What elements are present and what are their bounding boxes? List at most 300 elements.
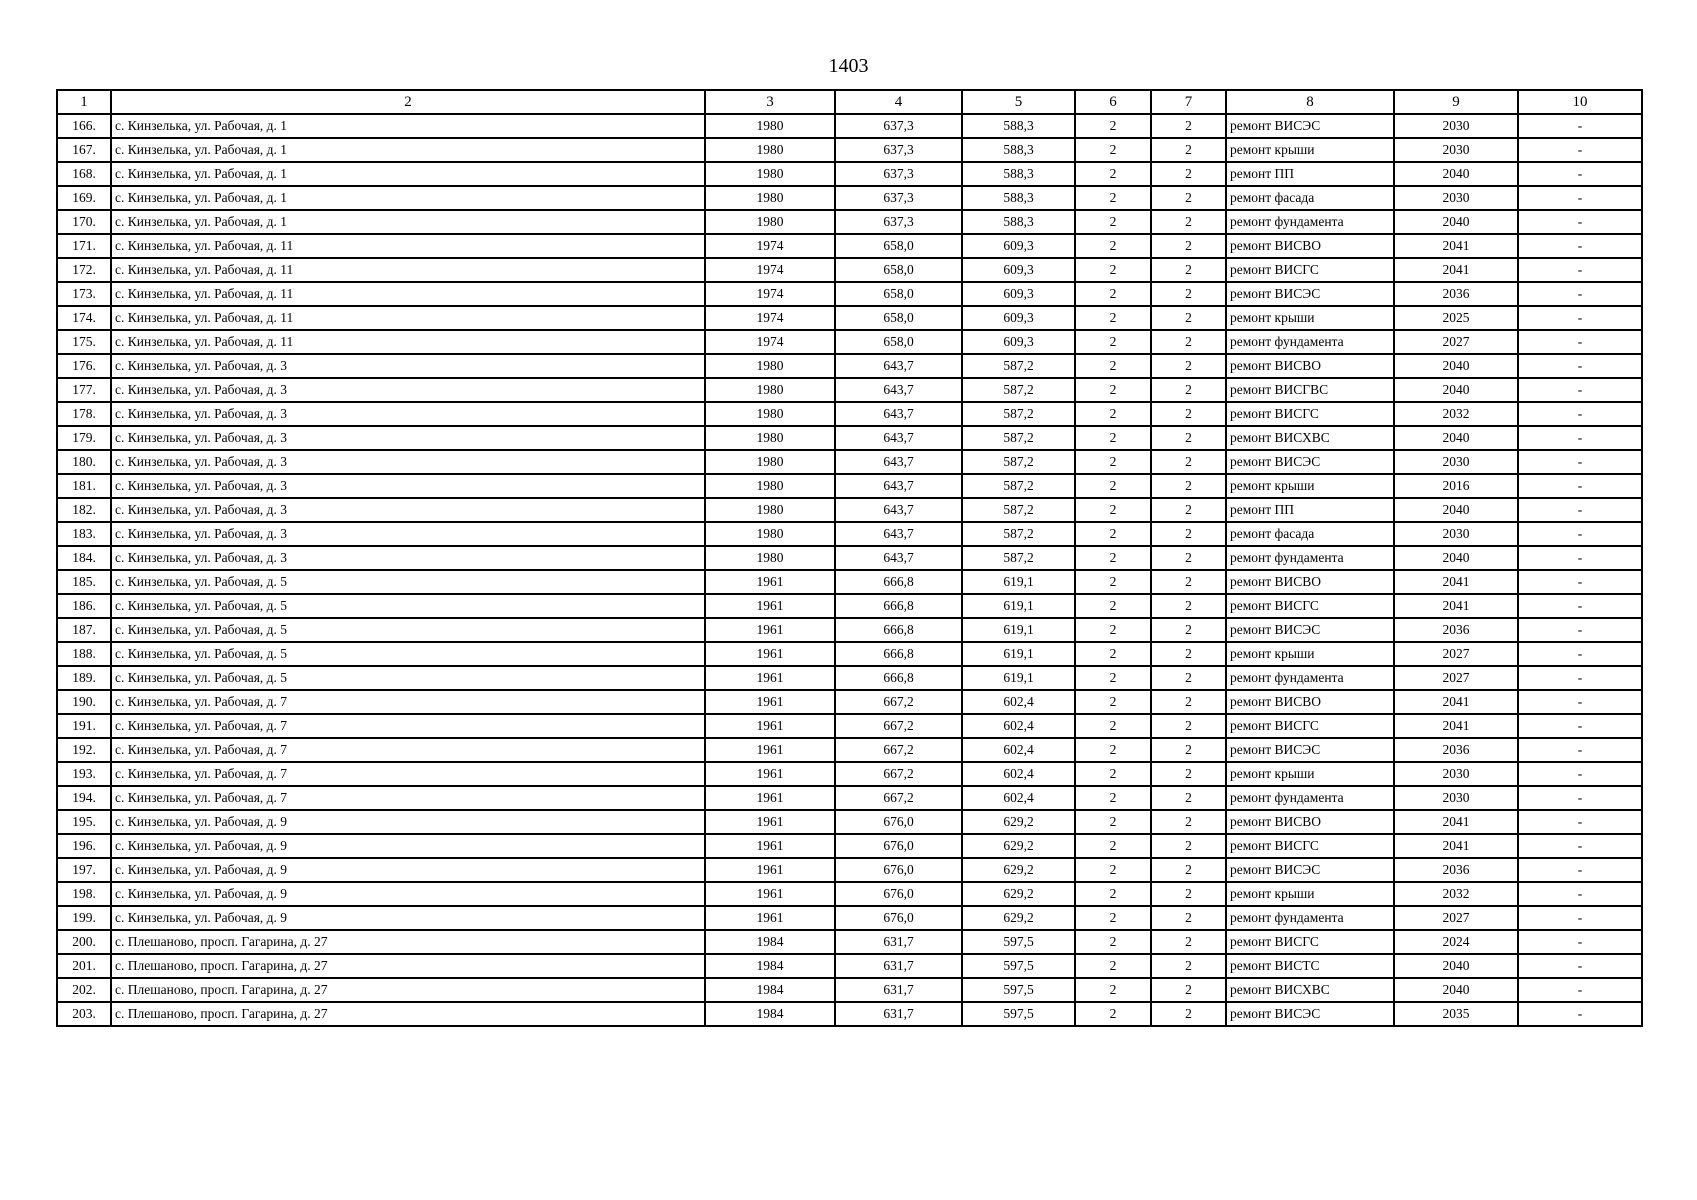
table-cell-col-8: ремонт фундамента: [1226, 210, 1394, 234]
table-cell-col-3: 1974: [705, 330, 835, 354]
table-cell-col-3: 1961: [705, 834, 835, 858]
table-cell-col-1: 185.: [57, 570, 111, 594]
table-row: [57, 186, 1642, 210]
table-cell-col-8: ремонт ВИСЭС: [1226, 738, 1394, 762]
table-cell-col-4: 666,8: [835, 666, 962, 690]
table-cell-col-9: 2041: [1394, 570, 1518, 594]
column-header-1: 1: [57, 90, 111, 114]
table-cell-col-7: 2: [1151, 426, 1226, 450]
table-row: [57, 114, 1642, 138]
table-cell-col-5: 629,2: [962, 882, 1075, 906]
table-cell-col-5: 588,3: [962, 138, 1075, 162]
table-cell-col-3: 1974: [705, 234, 835, 258]
table-cell-col-5: 619,1: [962, 594, 1075, 618]
table-cell-col-5: 609,3: [962, 258, 1075, 282]
table-cell-col-8: ремонт ВИСВО: [1226, 690, 1394, 714]
table-cell-col-5: 619,1: [962, 570, 1075, 594]
table-cell-col-8: ремонт крыши: [1226, 882, 1394, 906]
table-cell-col-9: 2016: [1394, 474, 1518, 498]
table-cell-col-9: 2027: [1394, 642, 1518, 666]
table-cell-col-7: 2: [1151, 954, 1226, 978]
table-cell-col-10: -: [1518, 186, 1642, 210]
table-cell-col-2: с. Плешаново, просп. Гагарина, д. 27: [111, 1002, 705, 1026]
table-cell-col-6: 2: [1075, 570, 1151, 594]
table-row: [57, 306, 1642, 330]
table-cell-col-9: 2030: [1394, 762, 1518, 786]
table-row: [57, 810, 1642, 834]
table-row: [57, 162, 1642, 186]
table-cell-col-8: ремонт ВИСЭС: [1226, 282, 1394, 306]
table-cell-col-8: ремонт ВИСГС: [1226, 258, 1394, 282]
column-header-5: 5: [962, 90, 1075, 114]
table-cell-col-9: 2040: [1394, 210, 1518, 234]
table-cell-col-7: 2: [1151, 186, 1226, 210]
table-cell-col-2: с. Кинзелька, ул. Рабочая, д. 9: [111, 882, 705, 906]
table-cell-col-3: 1980: [705, 450, 835, 474]
table-cell-col-8: ремонт фундамента: [1226, 330, 1394, 354]
table-cell-col-2: с. Кинзелька, ул. Рабочая, д. 7: [111, 762, 705, 786]
table-cell-col-6: 2: [1075, 786, 1151, 810]
table-cell-col-4: 658,0: [835, 306, 962, 330]
table-cell-col-1: 168.: [57, 162, 111, 186]
table-cell-col-9: 2040: [1394, 162, 1518, 186]
table-cell-col-5: 587,2: [962, 354, 1075, 378]
table-cell-col-1: 192.: [57, 738, 111, 762]
table-cell-col-8: ремонт ВИСХВС: [1226, 978, 1394, 1002]
table-cell-col-2: с. Кинзелька, ул. Рабочая, д. 3: [111, 402, 705, 426]
table-cell-col-10: -: [1518, 162, 1642, 186]
table-cell-col-7: 2: [1151, 978, 1226, 1002]
table-cell-col-9: 2030: [1394, 138, 1518, 162]
table-row: [57, 546, 1642, 570]
table-cell-col-7: 2: [1151, 834, 1226, 858]
table-cell-col-5: 629,2: [962, 834, 1075, 858]
table-cell-col-4: 643,7: [835, 546, 962, 570]
table-row: [57, 690, 1642, 714]
table-cell-col-6: 2: [1075, 642, 1151, 666]
table-cell-col-9: 2024: [1394, 930, 1518, 954]
table-cell-col-4: 637,3: [835, 138, 962, 162]
table-cell-col-3: 1961: [705, 570, 835, 594]
table-cell-col-8: ремонт ВИСВО: [1226, 234, 1394, 258]
table-cell-col-1: 180.: [57, 450, 111, 474]
table-cell-col-3: 1961: [705, 858, 835, 882]
column-header-10: 10: [1518, 90, 1642, 114]
table-cell-col-3: 1984: [705, 954, 835, 978]
table-cell-col-5: 597,5: [962, 1002, 1075, 1026]
table-row: [57, 954, 1642, 978]
table-cell-col-3: 1980: [705, 138, 835, 162]
table-cell-col-10: -: [1518, 258, 1642, 282]
table-cell-col-10: -: [1518, 498, 1642, 522]
table-cell-col-5: 602,4: [962, 786, 1075, 810]
table-cell-col-1: 170.: [57, 210, 111, 234]
table-row: [57, 1002, 1642, 1026]
table-cell-col-7: 2: [1151, 522, 1226, 546]
table-cell-col-2: с. Кинзелька, ул. Рабочая, д. 3: [111, 426, 705, 450]
table-cell-col-7: 2: [1151, 306, 1226, 330]
table-cell-col-6: 2: [1075, 714, 1151, 738]
table-cell-col-5: 619,1: [962, 642, 1075, 666]
table-cell-col-9: 2036: [1394, 282, 1518, 306]
table-cell-col-5: 587,2: [962, 378, 1075, 402]
table-cell-col-2: с. Кинзелька, ул. Рабочая, д. 7: [111, 786, 705, 810]
table-row: [57, 378, 1642, 402]
table-cell-col-4: 666,8: [835, 642, 962, 666]
table-cell-col-4: 643,7: [835, 402, 962, 426]
table-cell-col-6: 2: [1075, 474, 1151, 498]
table-cell-col-10: -: [1518, 282, 1642, 306]
table-cell-col-3: 1974: [705, 282, 835, 306]
table-cell-col-7: 2: [1151, 906, 1226, 930]
table-cell-col-10: -: [1518, 546, 1642, 570]
table-row: [57, 570, 1642, 594]
table-cell-col-10: -: [1518, 618, 1642, 642]
table-cell-col-3: 1980: [705, 162, 835, 186]
table-row: [57, 762, 1642, 786]
table-cell-col-7: 2: [1151, 378, 1226, 402]
table-cell-col-8: ремонт ВИСЭС: [1226, 618, 1394, 642]
table-cell-col-3: 1961: [705, 762, 835, 786]
table-cell-col-3: 1980: [705, 402, 835, 426]
column-header-7: 7: [1151, 90, 1226, 114]
table-row: [57, 666, 1642, 690]
table-cell-col-9: 2036: [1394, 738, 1518, 762]
table-body: [57, 114, 1642, 1026]
table-cell-col-6: 2: [1075, 234, 1151, 258]
table-cell-col-2: с. Кинзелька, ул. Рабочая, д. 3: [111, 474, 705, 498]
table-cell-col-4: 631,7: [835, 1002, 962, 1026]
table-cell-col-2: с. Кинзелька, ул. Рабочая, д. 11: [111, 330, 705, 354]
table-cell-col-7: 2: [1151, 282, 1226, 306]
table-cell-col-3: 1961: [705, 786, 835, 810]
table-cell-col-8: ремонт ВИСЭС: [1226, 450, 1394, 474]
table-cell-col-3: 1980: [705, 354, 835, 378]
table-cell-col-3: 1984: [705, 930, 835, 954]
table-cell-col-2: с. Кинзелька, ул. Рабочая, д. 7: [111, 714, 705, 738]
table-cell-col-3: 1961: [705, 810, 835, 834]
table-cell-col-9: 2030: [1394, 186, 1518, 210]
table-cell-col-2: с. Кинзелька, ул. Рабочая, д. 9: [111, 810, 705, 834]
table-cell-col-7: 2: [1151, 642, 1226, 666]
table-row: [57, 906, 1642, 930]
table-cell-col-1: 189.: [57, 666, 111, 690]
table-cell-col-2: с. Кинзелька, ул. Рабочая, д. 3: [111, 378, 705, 402]
table-cell-col-3: 1961: [705, 714, 835, 738]
table-cell-col-3: 1961: [705, 738, 835, 762]
table-cell-col-6: 2: [1075, 210, 1151, 234]
table-cell-col-4: 637,3: [835, 114, 962, 138]
table-cell-col-2: с. Кинзелька, ул. Рабочая, д. 1: [111, 162, 705, 186]
table-cell-col-5: 602,4: [962, 762, 1075, 786]
table-cell-col-6: 2: [1075, 954, 1151, 978]
table-row: [57, 138, 1642, 162]
table-cell-col-2: с. Кинзелька, ул. Рабочая, д. 7: [111, 690, 705, 714]
table-row: [57, 834, 1642, 858]
table-cell-col-10: -: [1518, 714, 1642, 738]
table-cell-col-1: 201.: [57, 954, 111, 978]
table-cell-col-10: -: [1518, 138, 1642, 162]
table-cell-col-9: 2041: [1394, 234, 1518, 258]
table-cell-col-2: с. Плешаново, просп. Гагарина, д. 27: [111, 930, 705, 954]
table-cell-col-4: 643,7: [835, 498, 962, 522]
table-cell-col-9: 2041: [1394, 714, 1518, 738]
table-cell-col-8: ремонт фундамента: [1226, 546, 1394, 570]
table-cell-col-6: 2: [1075, 522, 1151, 546]
table-cell-col-7: 2: [1151, 810, 1226, 834]
table-cell-col-2: с. Кинзелька, ул. Рабочая, д. 3: [111, 522, 705, 546]
table-cell-col-8: ремонт ПП: [1226, 498, 1394, 522]
table-cell-col-8: ремонт крыши: [1226, 474, 1394, 498]
table-cell-col-6: 2: [1075, 810, 1151, 834]
table-cell-col-5: 609,3: [962, 306, 1075, 330]
table-cell-col-10: -: [1518, 378, 1642, 402]
table-cell-col-10: -: [1518, 210, 1642, 234]
table-cell-col-8: ремонт фасада: [1226, 522, 1394, 546]
table-cell-col-5: 587,2: [962, 498, 1075, 522]
table-cell-col-10: -: [1518, 690, 1642, 714]
table-cell-col-6: 2: [1075, 378, 1151, 402]
table-cell-col-4: 667,2: [835, 762, 962, 786]
table-row: [57, 714, 1642, 738]
table-cell-col-6: 2: [1075, 498, 1151, 522]
table-cell-col-2: с. Кинзелька, ул. Рабочая, д. 9: [111, 906, 705, 930]
table-cell-col-8: ремонт ВИСГВС: [1226, 378, 1394, 402]
table-cell-col-2: с. Кинзелька, ул. Рабочая, д. 9: [111, 834, 705, 858]
table-cell-col-6: 2: [1075, 282, 1151, 306]
table-cell-col-10: -: [1518, 882, 1642, 906]
table-cell-col-7: 2: [1151, 1002, 1226, 1026]
table-cell-col-6: 2: [1075, 138, 1151, 162]
table-row: [57, 426, 1642, 450]
table-cell-col-6: 2: [1075, 450, 1151, 474]
table-cell-col-7: 2: [1151, 714, 1226, 738]
table-cell-col-7: 2: [1151, 618, 1226, 642]
table-cell-col-1: 191.: [57, 714, 111, 738]
table-cell-col-7: 2: [1151, 162, 1226, 186]
table-cell-col-5: 588,3: [962, 162, 1075, 186]
table-cell-col-3: 1980: [705, 378, 835, 402]
table-cell-col-10: -: [1518, 954, 1642, 978]
table-cell-col-4: 666,8: [835, 618, 962, 642]
table-cell-col-7: 2: [1151, 858, 1226, 882]
table-cell-col-1: 172.: [57, 258, 111, 282]
table-row: [57, 522, 1642, 546]
table-cell-col-6: 2: [1075, 306, 1151, 330]
table-cell-col-3: 1980: [705, 474, 835, 498]
table-cell-col-10: -: [1518, 1002, 1642, 1026]
table-cell-col-1: 179.: [57, 426, 111, 450]
table-cell-col-4: 676,0: [835, 834, 962, 858]
table-cell-col-9: 2040: [1394, 354, 1518, 378]
table-cell-col-4: 637,3: [835, 162, 962, 186]
table-cell-col-2: с. Кинзелька, ул. Рабочая, д. 3: [111, 546, 705, 570]
table-cell-col-8: ремонт ВИСЭС: [1226, 114, 1394, 138]
table-cell-col-1: 178.: [57, 402, 111, 426]
table-cell-col-7: 2: [1151, 450, 1226, 474]
table-cell-col-10: -: [1518, 330, 1642, 354]
table-cell-col-8: ремонт ПП: [1226, 162, 1394, 186]
table-cell-col-8: ремонт крыши: [1226, 138, 1394, 162]
table-cell-col-4: 676,0: [835, 810, 962, 834]
table-cell-col-6: 2: [1075, 978, 1151, 1002]
table-cell-col-10: -: [1518, 810, 1642, 834]
column-header-6: 6: [1075, 90, 1151, 114]
table-cell-col-7: 2: [1151, 762, 1226, 786]
table-cell-col-9: 2040: [1394, 978, 1518, 1002]
table-cell-col-8: ремонт крыши: [1226, 642, 1394, 666]
header-row: [57, 90, 1642, 114]
table-cell-col-4: 637,3: [835, 210, 962, 234]
table-cell-col-6: 2: [1075, 1002, 1151, 1026]
table-cell-col-1: 197.: [57, 858, 111, 882]
table-cell-col-1: 171.: [57, 234, 111, 258]
table-cell-col-5: 597,5: [962, 930, 1075, 954]
table-cell-col-10: -: [1518, 426, 1642, 450]
table-cell-col-10: -: [1518, 642, 1642, 666]
table-cell-col-5: 588,3: [962, 186, 1075, 210]
table-cell-col-4: 667,2: [835, 714, 962, 738]
table-cell-col-8: ремонт крыши: [1226, 762, 1394, 786]
table-cell-col-7: 2: [1151, 210, 1226, 234]
table-cell-col-2: с. Кинзелька, ул. Рабочая, д. 11: [111, 282, 705, 306]
table-cell-col-10: -: [1518, 306, 1642, 330]
table-cell-col-10: -: [1518, 570, 1642, 594]
table-cell-col-9: 2036: [1394, 618, 1518, 642]
table-cell-col-4: 676,0: [835, 858, 962, 882]
table-cell-col-6: 2: [1075, 258, 1151, 282]
table-cell-col-1: 182.: [57, 498, 111, 522]
table-cell-col-6: 2: [1075, 690, 1151, 714]
table-row: [57, 282, 1642, 306]
table-cell-col-3: 1961: [705, 690, 835, 714]
table-cell-col-2: с. Кинзелька, ул. Рабочая, д. 7: [111, 738, 705, 762]
table-cell-col-9: 2025: [1394, 306, 1518, 330]
column-header-9: 9: [1394, 90, 1518, 114]
table-cell-col-2: с. Кинзелька, ул. Рабочая, д. 9: [111, 858, 705, 882]
table-cell-col-1: 202.: [57, 978, 111, 1002]
table-cell-col-7: 2: [1151, 234, 1226, 258]
table-cell-col-5: 629,2: [962, 858, 1075, 882]
table-cell-col-2: с. Кинзелька, ул. Рабочая, д. 3: [111, 354, 705, 378]
table-cell-col-2: с. Кинзелька, ул. Рабочая, д. 3: [111, 498, 705, 522]
table-cell-col-4: 643,7: [835, 522, 962, 546]
table-cell-col-5: 587,2: [962, 426, 1075, 450]
table-cell-col-10: -: [1518, 522, 1642, 546]
table-cell-col-7: 2: [1151, 570, 1226, 594]
table-cell-col-3: 1961: [705, 642, 835, 666]
table-cell-col-6: 2: [1075, 354, 1151, 378]
table-cell-col-5: 619,1: [962, 666, 1075, 690]
table-cell-col-10: -: [1518, 450, 1642, 474]
table-cell-col-4: 666,8: [835, 594, 962, 618]
table-cell-col-10: -: [1518, 666, 1642, 690]
table-cell-col-1: 187.: [57, 618, 111, 642]
table-cell-col-5: 587,2: [962, 450, 1075, 474]
table-cell-col-6: 2: [1075, 618, 1151, 642]
table-cell-col-2: с. Кинзелька, ул. Рабочая, д. 11: [111, 258, 705, 282]
table-cell-col-1: 194.: [57, 786, 111, 810]
table-cell-col-9: 2041: [1394, 258, 1518, 282]
table-cell-col-5: 587,2: [962, 522, 1075, 546]
table-cell-col-1: 186.: [57, 594, 111, 618]
table-cell-col-7: 2: [1151, 738, 1226, 762]
table-cell-col-2: с. Кинзелька, ул. Рабочая, д. 11: [111, 306, 705, 330]
table-row: [57, 210, 1642, 234]
table-cell-col-4: 658,0: [835, 282, 962, 306]
table-cell-col-4: 667,2: [835, 786, 962, 810]
table-cell-col-9: 2027: [1394, 906, 1518, 930]
table-row: [57, 330, 1642, 354]
data-table: [56, 89, 1643, 1027]
table-cell-col-6: 2: [1075, 930, 1151, 954]
table-cell-col-9: 2030: [1394, 114, 1518, 138]
column-header-3: 3: [705, 90, 835, 114]
table-cell-col-2: с. Кинзелька, ул. Рабочая, д. 5: [111, 642, 705, 666]
table-cell-col-1: 166.: [57, 114, 111, 138]
table-cell-col-4: 667,2: [835, 738, 962, 762]
table-cell-col-2: с. Кинзелька, ул. Рабочая, д. 1: [111, 210, 705, 234]
table-cell-col-4: 658,0: [835, 234, 962, 258]
table-cell-col-5: 587,2: [962, 402, 1075, 426]
table-cell-col-8: ремонт фасада: [1226, 186, 1394, 210]
table-cell-col-4: 631,7: [835, 954, 962, 978]
table-cell-col-5: 602,4: [962, 690, 1075, 714]
table-cell-col-3: 1974: [705, 306, 835, 330]
table-cell-col-4: 676,0: [835, 906, 962, 930]
table-cell-col-6: 2: [1075, 666, 1151, 690]
table-cell-col-9: 2027: [1394, 330, 1518, 354]
table-cell-col-4: 643,7: [835, 450, 962, 474]
table-cell-col-8: ремонт ВИСТС: [1226, 954, 1394, 978]
table-cell-col-10: -: [1518, 474, 1642, 498]
table-row: [57, 498, 1642, 522]
table-cell-col-10: -: [1518, 858, 1642, 882]
table-cell-col-3: 1961: [705, 618, 835, 642]
table-cell-col-3: 1980: [705, 114, 835, 138]
table-cell-col-3: 1984: [705, 978, 835, 1002]
table-cell-col-9: 2040: [1394, 498, 1518, 522]
table-cell-col-1: 198.: [57, 882, 111, 906]
table-cell-col-6: 2: [1075, 834, 1151, 858]
table-cell-col-9: 2040: [1394, 378, 1518, 402]
table-cell-col-6: 2: [1075, 546, 1151, 570]
table-cell-col-4: 643,7: [835, 426, 962, 450]
table-cell-col-5: 602,4: [962, 714, 1075, 738]
table-cell-col-1: 167.: [57, 138, 111, 162]
table-cell-col-8: ремонт фундамента: [1226, 906, 1394, 930]
table-cell-col-8: ремонт фундамента: [1226, 666, 1394, 690]
table-cell-col-5: 588,3: [962, 114, 1075, 138]
table-cell-col-1: 183.: [57, 522, 111, 546]
table-row: [57, 258, 1642, 282]
table-cell-col-1: 199.: [57, 906, 111, 930]
table-cell-col-5: 629,2: [962, 810, 1075, 834]
table-cell-col-3: 1974: [705, 258, 835, 282]
table-cell-col-7: 2: [1151, 498, 1226, 522]
table-cell-col-2: с. Плешаново, просп. Гагарина, д. 27: [111, 978, 705, 1002]
table-cell-col-3: 1984: [705, 1002, 835, 1026]
table-cell-col-4: 643,7: [835, 354, 962, 378]
page-number: 1403: [828, 55, 869, 77]
table-cell-col-6: 2: [1075, 882, 1151, 906]
table-cell-col-2: с. Кинзелька, ул. Рабочая, д. 1: [111, 186, 705, 210]
table-cell-col-6: 2: [1075, 162, 1151, 186]
table-cell-col-5: 602,4: [962, 738, 1075, 762]
table-cell-col-1: 196.: [57, 834, 111, 858]
table-row: [57, 450, 1642, 474]
table-row: [57, 234, 1642, 258]
